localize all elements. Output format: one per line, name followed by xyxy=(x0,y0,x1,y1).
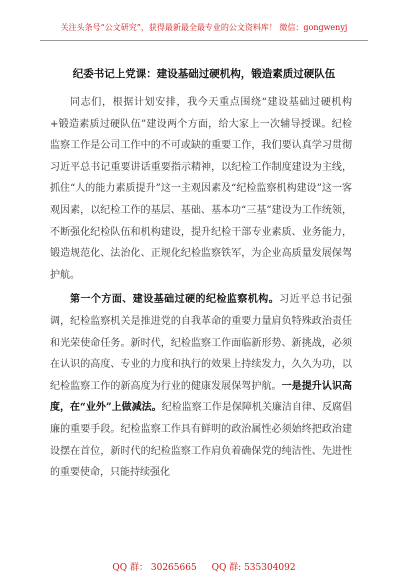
header-divider xyxy=(40,40,368,41)
footer-qq-group-1: QQ 群： 30265665 xyxy=(112,563,197,573)
paragraph-intro xyxy=(50,92,352,286)
document-body xyxy=(50,92,352,487)
section-one-heading: 第一个方面、建设基础过硬的纪检监察机构。 xyxy=(70,294,280,306)
header-notice: 关注头条号“公文研究”，获得最新最全最专业的公文资料库！ 微信：gongwenyj xyxy=(60,23,348,32)
footer-contact xyxy=(40,560,368,573)
paragraph-section-one xyxy=(50,289,352,483)
point-one-heading: 一是提升认识高度，在“业外”上做减法。 xyxy=(50,380,353,414)
document-title: 纪委书记上党课：建设基础过硬机构，锻造素质过硬队伍 xyxy=(72,68,336,80)
section-one-text: 习近平总书记强调，纪检监察机关是推进党的自我革命的重要力量肩负特殊政治责任和光荣使命任务。新时代，纪检监察工作面临新形势、新挑战，必须在认识的高度、专业的力度和执行的效果上持续发力，久久为功，以纪检监察工作的新高度为行业的健康发展保驾护航。 xyxy=(50,294,353,392)
paragraph-intro-text: 同志们，根据计划安排，我今天重点围绕“建设基础过硬机构+锻造素质过硬队伍”建设两个方面，给大家上一次辅导授课。纪检监察工作是公司工作中的不可或缺的重要工作，我们要认真学习贯彻习近平总书记重要讲话重要指示精神，以纪检工作制度建设为主线，抓住“人的能力素质提升”这一主观因素及“纪检监察机构建设”这一客观因素，以纪检工作的基层、基础、基本功“三基”建设为工作统领，不断强化纪检队伍和机构建设，提升纪检干部专业素质、业务能力，锻造规范化、法治化、正规化纪检监察铁军，为企业高质量发展保驾护航。 xyxy=(50,97,352,281)
point-one-text: 纪检监察工作是保障机关廉洁自律、反腐倡廉的重要手段。纪检监察工作具有鲜明的政治属性必须始终把政治建设摆在首位，新时代的纪检监察工作肩负着确保党的纯洁性、先进性的重要使命，只能持续强化 xyxy=(50,402,352,479)
footer-qq-group-2: QQ 群: 535304092 xyxy=(211,563,296,573)
